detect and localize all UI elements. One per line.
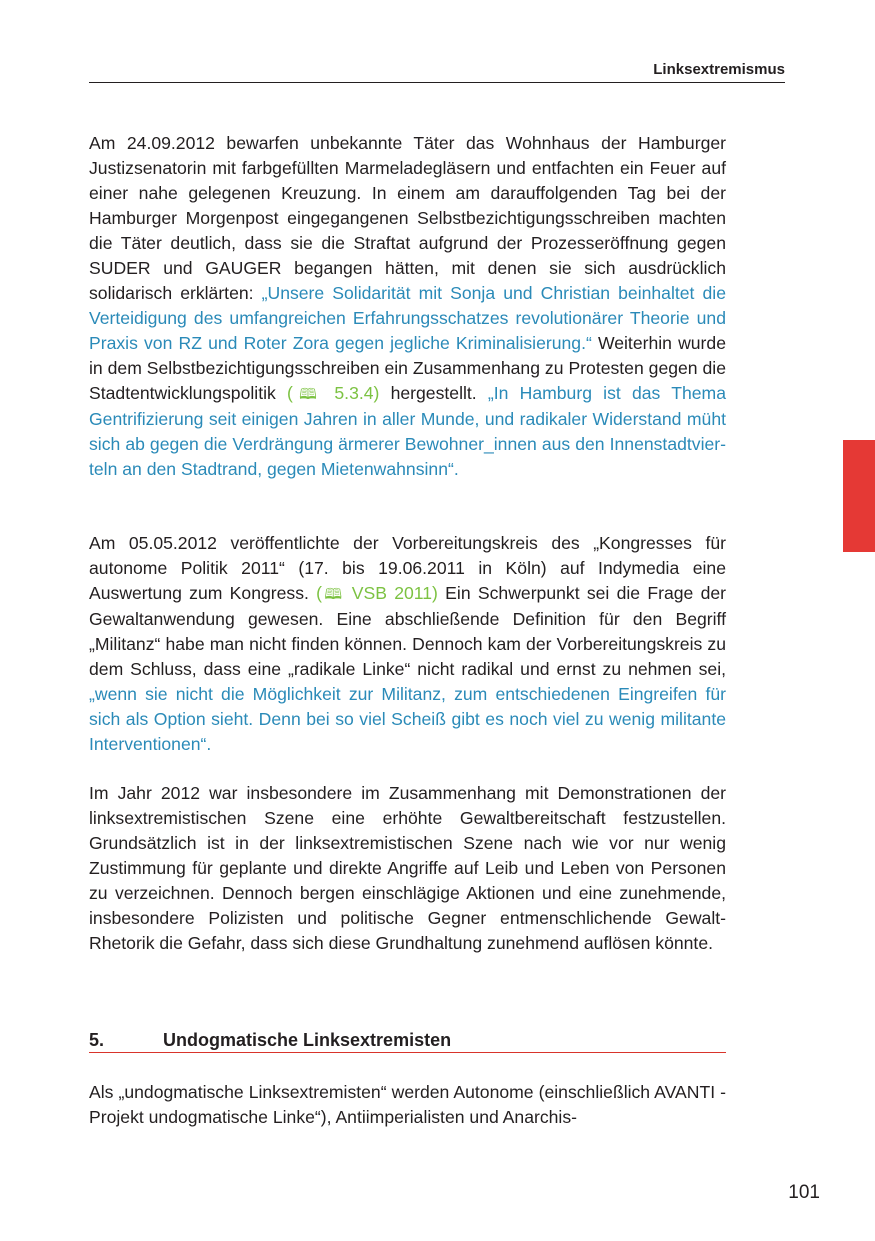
paragraph-4: [89, 1080, 726, 1130]
running-header-title: Linksextremismus: [653, 61, 785, 78]
section-number: 5.: [89, 1030, 105, 1050]
chapter-tab-marker: [843, 440, 875, 552]
paragraph-2: [89, 531, 726, 757]
book-icon: 🕮: [322, 586, 345, 603]
para1-text-3: hergestellt.: [379, 383, 488, 403]
para2-reference: VSB 2011): [344, 583, 438, 603]
section-heading: [89, 1028, 726, 1053]
para1-reference-open: (: [287, 383, 293, 403]
para2-text-2: Ein Schwerpunkt sei die Frage der Gewaltanwendung gewesen. Eine abschließende Definition für den Begriff „Militanz“ habe man nicht finden können. Dennoch kam der Vorbereitungskreis zu dem Schluss, dass eine „radikale Linke“ nicht radikal und ernst zu nehmen sei,: [89, 583, 727, 679]
book-icon: 🕮: [292, 386, 324, 403]
page-number: 101: [788, 1182, 820, 1203]
running-header: [89, 60, 785, 83]
para1-text-2: Weiterhin wurde in dem Selbstbezichtigungsschreiben ein Zusammenhang zu Protesten gegen die Stadtentwicklungspolitik: [89, 333, 726, 403]
para2-reference-open: (: [316, 583, 323, 603]
paragraph-3: [89, 781, 726, 956]
section-title: Undogmatische Linksextremisten: [163, 1030, 452, 1050]
paragraph-1: [89, 131, 726, 482]
para2-quote-1: „wenn sie nicht die Möglichkeit zur Militanz, zum entschiedenen Eingreifen für sich als Option sieht. Denn bei so viel Scheiß gibt es noch viel zu wenig militante Interventionen“.: [89, 684, 726, 754]
para3-text-1: Im Jahr 2012 war insbesondere im Zusammenhang mit Demonstrationen der linksextremistischen Szene eine erhöhte Gewaltbereitschaft festzustellen. Grundsätzlich ist in der linksextremistischen Szene nach wie vor nur wenig Zustimmung für geplante und direkte Angriffe auf Leib und Leben von Personen zu verzeichnen. Dennoch bergen einschlägige Aktionen und eine zunehmende, insbesondere Polizisten und politische Gegner entmenschlichende Gewalt-Rhetorik die Gefahr, dass sich diese Grundhaltung zunehmend auflösen könnte.: [89, 783, 726, 953]
para1-quote-2: „In Hamburg ist das Thema Gentrifizierung seit einigen Jahren in aller Munde, und radikaler Widerstand müht sich ab gegen die Verdrängung ärmerer Bewohner_innen aus den Innenstadtvierteln an den Stadtrand, gegen Mietenwahnsinn“.: [89, 383, 726, 479]
para1-text-1: Am 24.09.2012 bewarfen unbekannte Täter das Wohnhaus der Hamburger Justizsenatorin mit farbgefüllten Marmeladegläsern und entfachten ein Feuer auf einer nahe gelegenen Kreuzung. In einem am darauffolgenden Tag bei der Hamburger Morgenpost eingegangenen Selbstbezichtigungsschreiben machten die Täter deutlich, dass sie die Straftat aufgrund der Prozesseröffnung gegen SUDER und GAUGER begangen hätten, mit denen sie sich ausdrücklich solidarisch erklärten:: [89, 133, 726, 303]
para2-text-1: Am 05.05.2012 veröffentlichte der Vorbereitungskreis des „Kongresses für autonome Politik 2011“ (17. bis 19.06.2011 in Köln) auf Indymedia eine Auswertung zum Kongress.: [89, 533, 726, 603]
para4-text-1: Als „undogmatische Linksextremisten“ werden Autonome (einschließlich AVANTI - Projekt undogmatische Linke“), Antiimperialisten und Anarchis-: [89, 1082, 726, 1127]
para1-quote-1: „Unsere Solidarität mit Sonja und Christian beinhaltet die Verteidigung des umfangreichen Erfahrungsschatzes revolutionärer Theorie und Praxis von RZ und Roter Zora gegen jegliche Kriminalisierung.“: [89, 283, 726, 353]
para1-reference: 5.3.4): [323, 383, 380, 403]
